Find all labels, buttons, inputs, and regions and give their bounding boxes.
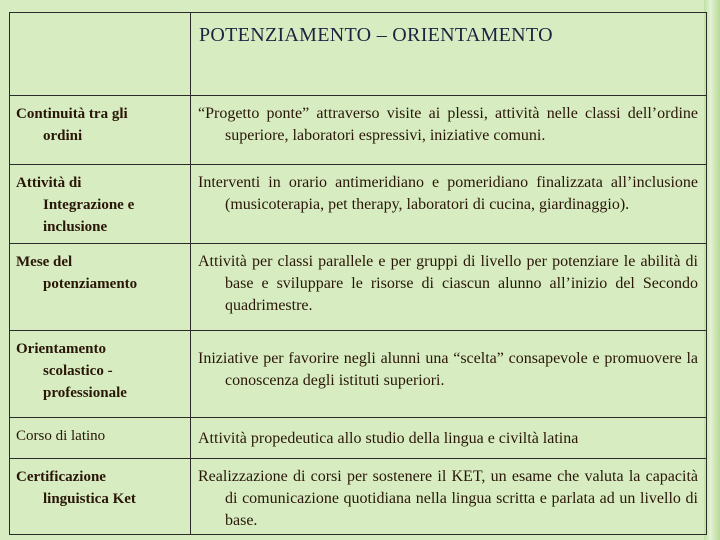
row-label: Mese del potenziamento bbox=[10, 244, 191, 331]
table-row bbox=[10, 418, 707, 459]
table-row bbox=[10, 244, 707, 331]
row-description: Attività per classi parallele e per gruppi di livello per potenziare le abilità di base e sviluppare le risorse di ciascun alunno all’inizio del Secondo quadrimestre. bbox=[191, 244, 707, 331]
row-description: “Progetto ponte” attraverso visite ai plessi, attività nelle classi dell’ordine superiore, laboratori espressivi, iniziative comuni. bbox=[191, 96, 707, 165]
table-row bbox=[10, 331, 707, 418]
potenziamento-table bbox=[9, 12, 707, 535]
table-header-row bbox=[10, 13, 707, 96]
row-label: Attività di Integrazione e inclusione bbox=[10, 165, 191, 244]
table-row bbox=[10, 165, 707, 244]
row-description: Realizzazione di corsi per sostenere il KET, un esame che valuta la capacità di comunicazione quotidiana nella lingua scritta e parlata ad un livello di base. bbox=[191, 459, 707, 535]
table-title: POTENZIAMENTO – ORIENTAMENTO bbox=[191, 13, 707, 96]
row-description: Interventi in orario antimeridiano e pomeridiano finalizzata all’inclusione (musicoterapia, pet therapy, laboratori di cucina, giardinaggio). bbox=[191, 165, 707, 244]
table-row bbox=[10, 459, 707, 535]
table-row bbox=[10, 96, 707, 165]
row-description: Iniziative per favorire negli alunni una “scelta” consapevole e promuovere la conoscenza degli istituti superiori. bbox=[191, 331, 707, 418]
row-label: Certificazione linguistica Ket bbox=[10, 459, 191, 535]
header-empty-cell bbox=[10, 13, 191, 96]
row-label: Continuità tra gli ordini bbox=[10, 96, 191, 165]
row-label: Orientamento scolastico - professionale bbox=[10, 331, 191, 418]
row-description: Attività propedeutica allo studio della lingua e civiltà latina bbox=[191, 418, 707, 459]
row-label: Corso di latino bbox=[10, 418, 191, 459]
